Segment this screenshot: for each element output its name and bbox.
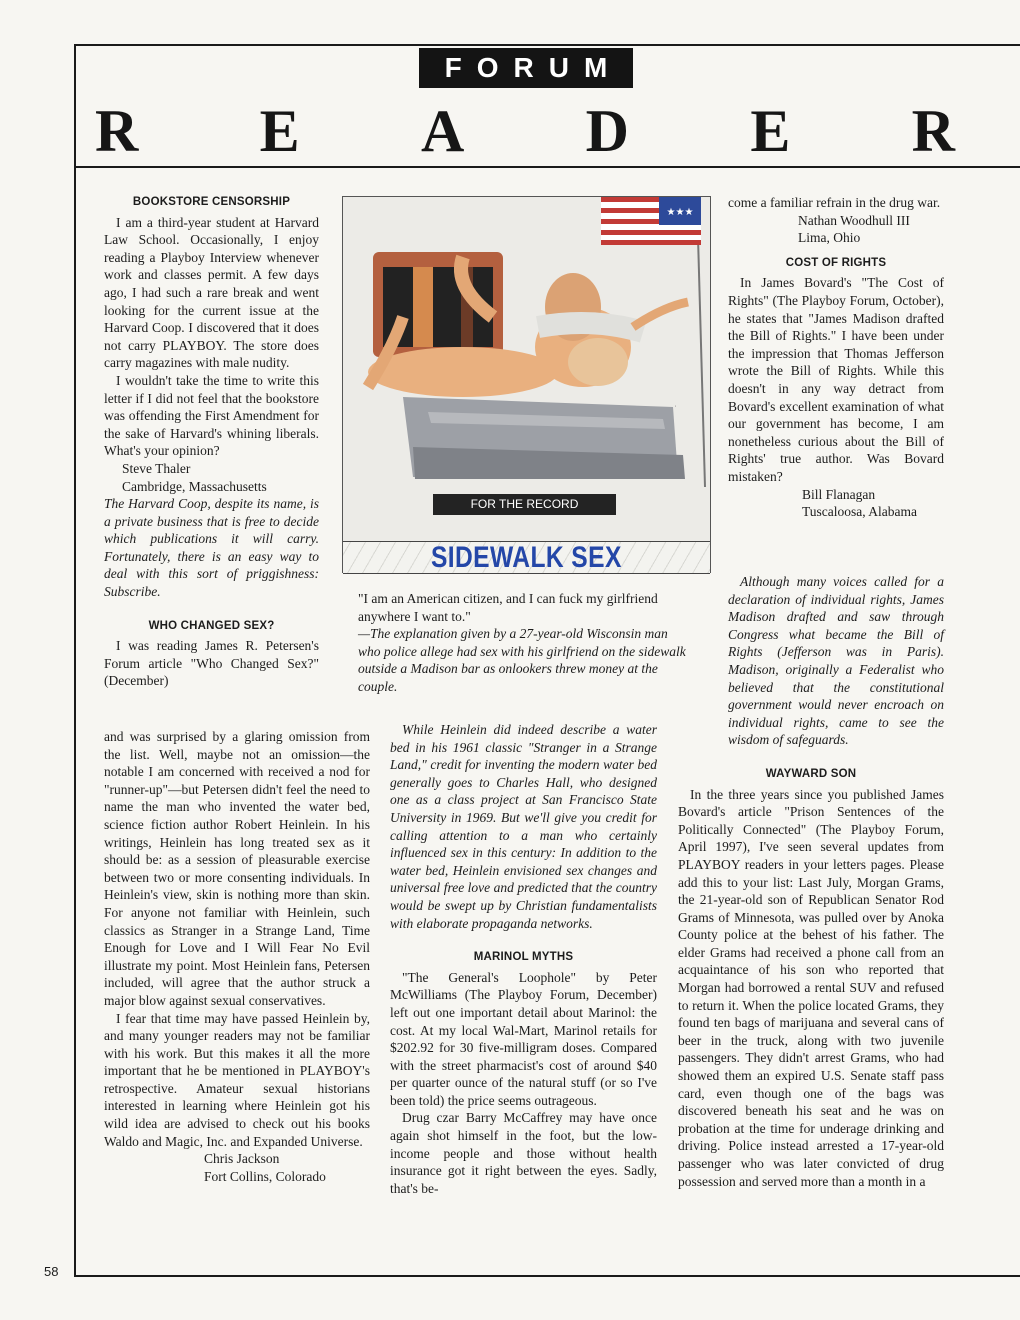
forum-banner	[419, 48, 633, 88]
spacer	[678, 749, 944, 766]
quote-text: "I am an American citizen, and I can fuck my girlfriend anywhere I want to."	[358, 591, 658, 624]
heading-marinol-myths: MARINOL MYTHS	[473, 951, 574, 964]
frame-top-rule	[74, 44, 1020, 46]
letter-paragraph: In James Bovard's "The Cost of Rights" (The Playboy Forum, October), he states that "James Madison drafted the Bill of Rights." I have been under the impression that Thomas Jefferson wrote the Bill of Rights. While this doesn't in any way detract from Bovard's excellent examination of what our government has become, I am nonetheless curious about the Bill of Rights' true author. Was Bovard mistaken?	[728, 275, 944, 484]
title-letter: D	[585, 97, 629, 164]
quote-attribution: —The explanation given by a 27-year-old Wisconsin man who police allege had sex with his girlfriend on the sidewalk outside a Madison bar as onlookers threw money at the couple.	[358, 626, 686, 694]
heading-wayward-son: WAYWARD SON	[765, 767, 857, 780]
letter-paragraph: and was surprised by a glaring omission from the list. Well, maybe not an omission—the notable I am concerned with received a nod for "runner-up"—but Petersen didn't feel the need to name the man who invented the water bed, science fiction author Robert Heinlein. In his writings, Heinlein has long treated sex as it should be: as a session of pleasurable exercise between two or more consenting individuals. In Heinlein's view, skin is nothing more than skin. For anyone not familiar with Heinlein, such classics as Stranger in a Strange Land, Time Enough for Love and I Will Fear No Evil illustrate my point. Most Heinlein fans, Petersen included, will agree that the author struck a major blow against sexual conservatives.	[104, 729, 370, 1008]
inset-quote	[358, 590, 690, 696]
for-the-record-label: FOR THE RECORD	[433, 494, 616, 515]
letter-paragraph: I fear that time may have passed Heinlein by, and many younger readers may not be familiar with his work. But this makes it all the more important that he be mentioned in PLAYBOY's retrospective. Amateur sexual historians interested in learning where Heinlein got his wild idea are advised to check out his books Waldo and Magic, Inc. and Expanded Universe.	[104, 1010, 370, 1149]
couple-illustration	[343, 197, 710, 494]
title-letter: E	[750, 97, 791, 164]
heading-cost-of-rights: COST OF RIGHTS	[785, 256, 887, 269]
svg-text:·: ·	[673, 405, 680, 407]
signature-place: Lima, Ohio	[798, 230, 861, 246]
sidewalk-sex-headline: SIDEWALK SEX	[431, 540, 622, 574]
signature-place: Fort Collins, Colorado	[204, 1168, 326, 1184]
title-letter: R	[911, 97, 955, 164]
letter-paragraph: "The General's Loophole" by Peter McWilliams (The Playboy Forum, December) left out one important detail about Marinol: the cost. At my local Wal-Mart, Marinol retails for $202.92 for 30 five-milligram doses. Compared with the street pharmacist's cost of around $40 per quarter ounce of the natural stuff (or so I've been told) the price seems outrageous.	[390, 969, 657, 1108]
heading-bookstore-censorship: BOOKSTORE CENSORSHIP	[132, 196, 291, 208]
letter-paragraph: I am a third-year student at Harvard Law School. Occasionally, I enjoy reading a Playboy Interview whenever work and classes permit. A few days ago, I had such a rare break and went looking for the current issue at the Harvard Coop. I discovered that it does not carry PLAYBOY. The store does carry magazines with male nudity.	[104, 214, 319, 371]
headline-band	[343, 541, 710, 574]
spacer	[390, 932, 657, 949]
title-rule	[74, 166, 1020, 168]
signature-name: Nathan Woodhull III	[798, 212, 910, 228]
column-1-bottom	[104, 728, 370, 1185]
signature-name: Bill Flanagan	[802, 486, 876, 502]
letter-paragraph: Drug czar Barry McCaffrey may have once again shot himself in the foot, but the low-income people and those without health insurance got it right between the eyes. Sadly, that's be-	[390, 1110, 657, 1196]
signature-name: Chris Jackson	[204, 1151, 280, 1167]
letter-paragraph: I was reading James R. Petersen's Forum article "Who Changed Sex?" (December)	[104, 638, 319, 689]
editor-reply: Although many voices called for a declaration of individual rights, James Madison drafted and saw through Congress what became the Bill of Rights (Jefferson was in Paris). Madison, originally a Federalist who believed that the constitutional government would never encroach on individual rights, came to see the wisdom of safeguards.	[728, 574, 944, 748]
column-3-bottom	[678, 573, 944, 1190]
heading-who-changed-sex: WHO CHANGED SEX?	[148, 619, 275, 632]
reader-title	[95, 96, 955, 166]
page-number: 58	[44, 1264, 59, 1279]
frame-left-rule	[74, 44, 76, 1276]
signature-name: Steve Thaler	[122, 460, 191, 476]
title-letter: E	[259, 97, 300, 164]
editor-reply: While Heinlein did indeed describe a water bed in his 1961 classic "Stranger in a Strange Land," credit for inventing the modern water bed generally goes to Charles Hall, who designed one as a class project at San Francisco State University in 1969. But we'll give you credit for calling attention to a man who certainly influenced sex in this century: In addition to the water bed, Heinlein envisioned sex changes and universal free love and predicted that the country would be swept up by Christian fundamentalists with elaborate propaganda networks.	[390, 722, 657, 931]
letter-paragraph: In the three years since you published James Bovard's article "Prison Sentences of the Politically Connected" (The Playboy Forum, April 1997), I've seen several updates from PLAYBOY readers in your letters pages. Please add this to your list: Last July, Morgan Grams, the 21-year-old son of Republican Senator Rod Grams of Minnesota, was pulled over by Anoka County police at the behest of his father. The elder Grams had received a phone call from an acquaintance of his son who reported that Morgan had borrowed a rental SUV and refused to return it. When the police located Grams, they found ten bags of marijuana and several cans of beer in the truck, along with two juvenile passengers. They didn't arrest Grams, who had showed them an expired U.S. Senate staff pass card, even though one of the bags was discovered beneath his seat and he was on probation at the time for underage drinking and driving. Police instead arrested a 17-year-old passenger who was later convicted of drug possession and served more than a month in a	[678, 786, 944, 1189]
for-the-record-inset	[342, 196, 711, 573]
frame-bottom-rule	[74, 1275, 1020, 1277]
letter-paragraph: I wouldn't take the time to write this letter if I did not feel that the bookstore was offending the First Amendment for the sake of Harvard's whining liberals. What's your opinion?	[104, 372, 319, 459]
title-letter: A	[421, 97, 465, 164]
column-3-top	[728, 194, 944, 521]
signature-place: Cambridge, Massachusetts	[122, 478, 267, 494]
svg-text:★★★: ★★★	[666, 207, 694, 218]
column-1-top	[104, 194, 319, 690]
column-2	[390, 721, 657, 1197]
spacer	[104, 601, 319, 618]
title-letter: R	[95, 97, 139, 164]
forum-label: FORUM	[444, 52, 623, 83]
spacer	[728, 247, 944, 255]
editor-reply: The Harvard Coop, despite its name, is a private business that is free to decide which publications it will carry. Fortunately, there is an easy way to deal with this sort of priggishness: Subscribe.	[104, 496, 319, 600]
signature-place: Tuscaloosa, Alabama	[802, 504, 917, 520]
letter-paragraph: come a familiar refrain in the drug war.	[728, 195, 941, 210]
